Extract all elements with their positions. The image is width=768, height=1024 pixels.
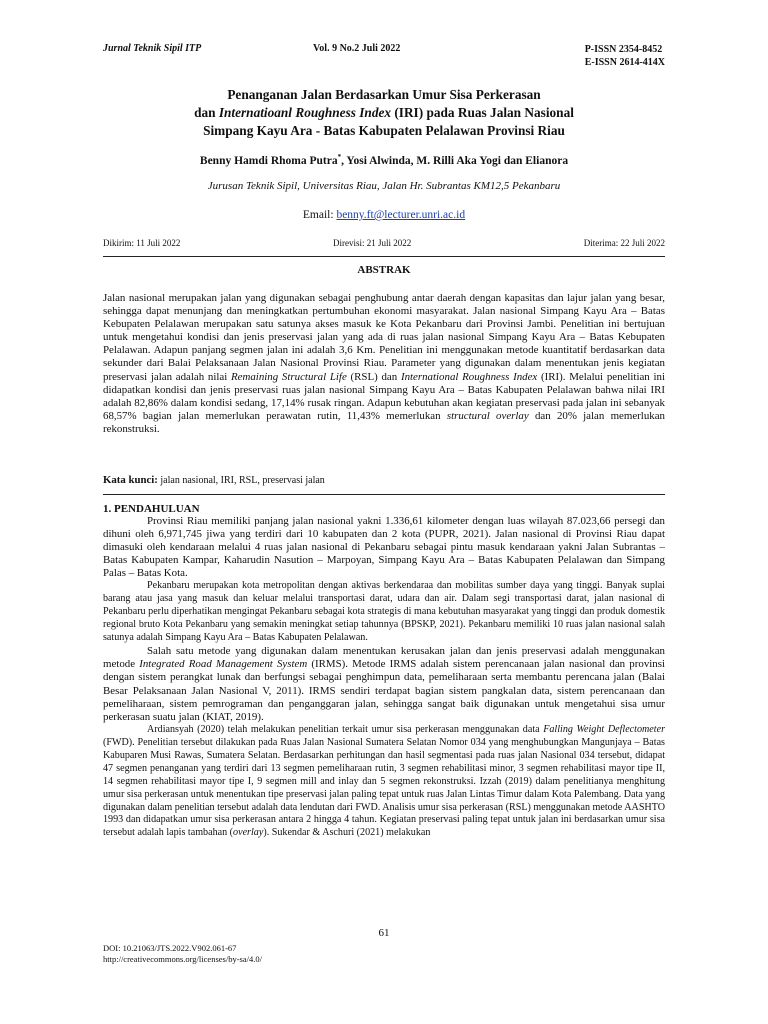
author-list [103,153,665,167]
email-line [103,209,665,221]
paragraph-3 [103,645,665,724]
paragraph-4-term-overlay: overlay [233,827,264,839]
paragraph-3-b: (IRMS). Metode IRMS adalah sistem perencanaan jalan nasional dan provinsi dengan sistem perangkat lunak dan berfungsi sebagai penghimpun data, pemeliharaan serta membantu perencana jalan (Balai Besar Pelaksanaan Jalan Nasional V, 2011). IRMS sendiri terdapat bagian sistem pangkalan data, sistem perencanaan dan pemeliharaan, sistem pemrograman dan penganggaran jalan, sehingga sangat baik digunakan untuk mengetahui sisa umur perkerasan suatu jalan (KIAT, 2019). [103,658,666,723]
corresponding-mark: * [337,153,342,161]
paragraph-4-c: ). Sukendar & Aschuri (2021) melakukan [263,827,431,839]
email-label: Email: [302,209,337,221]
paper-title [103,86,665,140]
keywords-value: jalan nasional, IRI, RSL, preservasi jalan [157,475,325,486]
abstract-part-4: dan 20% jalan memerlukan rekonstruksi. [103,409,665,435]
title-line-2-italic: Internatioanl Roughness Index [218,105,392,120]
paragraph-1: Provinsi Riau memiliki panjang jalan nasional yakni 1.336,61 kilometer dengan luas wilayah 87.023,66 persegi dan dihuni oleh 6,971,745 jiwa yang terdiri dari 10 kabupaten dan 2 kota (PUPR, 2021). Jalan nasional di Provinsi Riau dapat dimasuki oleh kendaraan melalui 4 ruas jalan nasional di Pekanbaru sebagai pintu masuk kendaraan yakni Jalan Subrantas – Batas Kabupaten Kampar, Kaharudin Nasution – Marpoyan, Simpang Kayu Ara – Batas Kabupaten Pelalawan dan Simpang Palas – Batas Kota. [103,515,665,580]
journal-volume: Vol. 9 No.2 Juli 2022 [313,43,401,54]
abstract-part-3: (IRI). Melalui penelitian ini didapatkan kondisi dan jenis preservasi ruas jalan nasional Simpang Kayu Ara – Batas Kabupaten Pelalawan bahwa nilai IRI adalah 82,86% dalam kondisi sedang, 17,14% rusak ringan. Adapun kebutuhan akan kegiatan preservasi pada jalan ini sebanyak 68,57% bagian jalan memerlukan perawatan rutin, 11,43% memerlukan [103,370,665,422]
email-link[interactable]: benny.ft@lecturer.unri.ac.id [336,209,466,221]
body-text [103,515,665,840]
page-number: 61 [378,927,390,939]
journal-header [103,43,665,71]
other-authors: , Yosi Alwinda, M. Rilli Aka Yogi dan Elianora [341,154,569,167]
abstract-term-iri: International Roughness Index [400,370,538,383]
first-author: Benny Hamdi Rhoma Putra [199,154,338,167]
footer-doi [103,943,262,965]
divider-top [103,256,665,257]
submission-dates [103,238,665,250]
paragraph-4 [103,724,665,841]
affiliation: Jurusan Teknik Sipil, Universitas Riau, Jalan Hr. Subrantas KM12,5 Pekanbaru [207,180,561,192]
license-link[interactable]: http://creativecommons.org/licenses/by-sa/4.0/ [103,954,262,964]
abstract-term-overlay: structural overlay [446,409,529,422]
date-sent: Dikirim: 11 Juli 2022 [103,238,181,248]
section-heading: 1. PENDAHULUAN [103,503,200,515]
paragraph-4-a: Ardiansyah (2020) telah melakukan penelitian terkait umur sisa perkerasan menggunakan data [147,723,544,735]
print-issn: P-ISSN 2354-8452 [584,44,663,55]
paragraph-4-term-fwd: Falling Weight Deflectometer [543,723,665,735]
paragraph-3-term: Integrated Road Management System [139,658,308,671]
paragraph-2: Pekanbaru merupakan kota metropolitan dengan aktivas berkendaraa dan mobilitas sumber daya yang tinggi. Banyak suplai barang atau jasa yang masuk dan keluar melalui transportasi darat, udara dan air. Dalam segi transportasi darat, jalan nasional di Pekanbaru perlu diperhatikan mengingat Pekanbaru sebagai kota strategis di mana kebutuhan masyarakat yang tinggi dan produk domestik regional bruto Kota Pekanbaru yang semakin meningkat setiap tahunnya (BPSKP, 2021). Pekanbaru memiliki 10 ruas jalan nasional salah satunya adalah Simpang Kayu Ara – Batas Kabupaten Pelalawan. [103,580,665,644]
keywords-label: Kata kunci: [103,474,158,486]
abstract-part-2: (RSL) dan [346,370,401,383]
journal-name: Jurnal Teknik Sipil ITP [103,43,202,54]
title-line-2 [103,104,665,122]
title-line-1: Penanganan Jalan Berdasarkan Umur Sisa Perkerasan [227,87,541,102]
abstract-part-1: Jalan nasional merupakan jalan yang digunakan sebagai penghubung antar daerah dengan kapasitas dan lajur jalan yang besar, sehingga dapat menunjang dan meningkatkan pertumbuhan ekonomi masyarakat. Jalan nasional Simpang Kayu Ara – Batas Kebupaten Pelalawan merupakan satu satunya akses masuk ke Kota Pekanbaru dari Provinsi Jambi. Penelitian ini bertujuan untuk mengetahui kondisi dan jenis preservasi jalan yang ada di ruas jalan nasional Simpang Kayu Ara – Batas Kebupaten Pelalawan. Adapun panjang segmen jalan ini adalah 3,6 Km. Penelitian ini menggunakan metode kuantitatif berdasarkan data sekunder dari Balai Pelaksanaan Jalan Nasional Provinsi Riau. Parameter yang digunakan dalam menentukan jenis kegiatan preservasi jalan adalah nilai [103,292,665,383]
divider-keywords [103,494,665,495]
paragraph-4-b: (FWD). Penelitian tersebut dilakukan pada Ruas Jalan Nasional Sumatera Selatan Nomor 034 yang menghubungkan Mangunjaya – Batas Kabuparen Musi Rawas, Sumatera Selatan. Berdasarkan perhitungan dan hasil segmentasi pada ruas jalan Nasional 034 tersebut, didapat 47 segmen penanganan yang terdiri dari 13 segmen pemeliharaan rutin, 3 segmen rehabilitasi minor, 3 segmen rehabilitasi mayor tipe II, 14 segmen rehabilitasi mayor tipe I, 9 segmen mill and inlay dan 5 segmen rekonstruksi. Izzah (2019) dalam penelitianya menghitung umur sisa perkerasan untuk menentukan tipe preservasi jalan paling tepat untuk ruas Jalan Lintas Timur dalam Kota Palembang. Data yang digunakan dalam penelitian tersebut adalah data lendutan dari FWD. Analisis umur sisa perkerasan (RSL) menggunakan metode AASHTO 1993 dan didapatkan umur sisa perkerasan antara 2 hingga 4 tahun. Kegiatan preservasi paling tepat untuk jalan ini berdasarkan umur sisa tersebut adalah lapis tambahan ( [103,736,665,839]
electronic-issn: E-ISSN 2614-414X [584,57,665,68]
doi-text: DOI: 10.21063/JTS.2022.V902.061-67 [103,943,237,953]
title-line-2-pre: dan [194,105,219,120]
abstract-text [103,292,665,436]
date-revised: Direvisi: 21 Juli 2022 [333,238,412,248]
title-line-3: Simpang Kayu Ara - Batas Kabupaten Pelalawan Provinsi Riau [203,123,565,138]
issn-block [585,43,665,69]
paragraph-3-a: Salah satu metode yang digunakan dalam menentukan kerusakan jalan dan jenis preservasi adalah menggunakan metode [103,645,665,671]
abstract-term-rsl: Remaining Structural Life [231,370,347,383]
title-line-2-post: (IRI) pada Ruas Jalan Nasional [391,105,574,120]
keywords [103,474,665,486]
abstract-heading: ABSTRAK [357,264,411,276]
date-accepted: Diterima: 22 Juli 2022 [583,238,665,248]
